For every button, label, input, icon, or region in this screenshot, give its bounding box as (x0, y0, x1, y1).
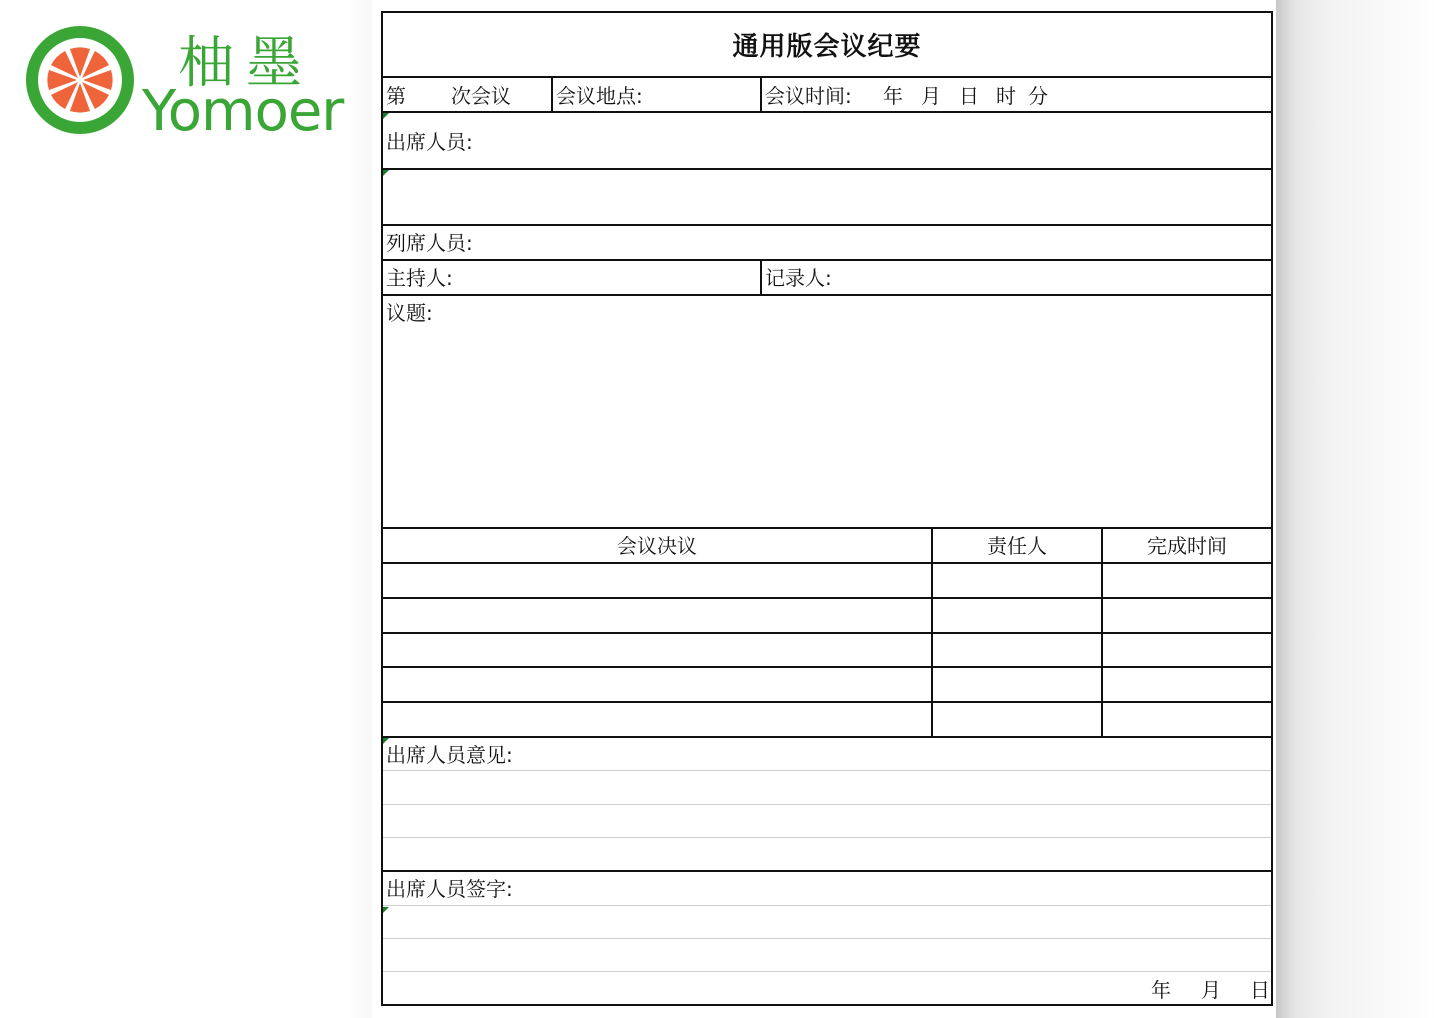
page-shadow-right (1276, 0, 1440, 1018)
rule-table-row-5 (383, 736, 1271, 738)
logo-english-name: Yomoer (142, 79, 344, 144)
divider-number-location (551, 76, 553, 111)
rule-under-meeting-row (383, 111, 1271, 113)
meeting-time-month: 月 (921, 84, 941, 108)
logo-chinese-name: 柚墨 (178, 31, 314, 96)
divider-resolution-owner (931, 527, 933, 736)
meeting-time-year: 年 (883, 84, 903, 108)
signature-label: 出席人员签字: (386, 877, 513, 901)
yomoer-logo (22, 20, 344, 144)
meeting-number-suffix: 次会议 (451, 84, 511, 108)
rule-under-opinions (383, 870, 1271, 872)
meeting-number-prefix: 第 (386, 84, 406, 108)
form-title: 通用版会议纪要 (732, 32, 922, 62)
divider-host-recorder (760, 259, 762, 294)
attendees-label: 出席人员: (386, 130, 473, 154)
meeting-minutes-form (381, 11, 1273, 1006)
meeting-time-day: 日 (959, 84, 979, 108)
footer-date-day: 日 (1250, 978, 1270, 1002)
rule-under-attendees (383, 168, 1271, 170)
rule-table-row-4 (383, 701, 1271, 703)
rule-table-row-2 (383, 632, 1271, 634)
rule-opinions-line-3 (383, 837, 1271, 838)
rule-table-row-1 (383, 597, 1271, 599)
opinions-label: 出席人员意见: (386, 743, 513, 767)
rule-under-table-header (383, 562, 1271, 564)
table-header-resolution: 会议决议 (617, 534, 697, 558)
rule-opinions-line-1 (383, 770, 1271, 771)
divider-location-time (760, 76, 762, 111)
footer-date-year: 年 (1151, 978, 1171, 1002)
observers-label: 列席人员: (386, 231, 473, 255)
footer-date-month: 月 (1201, 978, 1221, 1002)
cell-comment-marker (383, 170, 389, 176)
rule-under-title (383, 76, 1271, 78)
rule-opinions-line-2 (383, 804, 1271, 805)
grapefruit-logo-icon (22, 20, 142, 140)
divider-owner-deadline (1101, 527, 1103, 736)
topic-label: 议题: (386, 301, 433, 325)
cell-comment-marker (383, 113, 389, 119)
rule-table-row-3 (383, 666, 1271, 668)
rule-signature-line-1 (383, 905, 1271, 906)
rule-under-host (383, 294, 1271, 296)
rule-under-topic (383, 527, 1271, 529)
table-header-deadline: 完成时间 (1147, 534, 1227, 558)
cell-comment-marker (383, 907, 389, 913)
rule-under-attendees-extra (383, 224, 1271, 226)
table-header-owner: 责任人 (987, 534, 1047, 558)
host-label: 主持人: (386, 266, 453, 290)
rule-signature-line-3 (383, 971, 1271, 972)
meeting-location-label: 会议地点: (556, 84, 643, 108)
meeting-time-hour: 时 (996, 84, 1016, 108)
meeting-time-minute: 分 (1028, 84, 1048, 108)
rule-signature-line-2 (383, 938, 1271, 939)
rule-under-observers (383, 259, 1271, 261)
recorder-label: 记录人: (765, 266, 832, 290)
meeting-time-label: 会议时间: (765, 84, 852, 108)
